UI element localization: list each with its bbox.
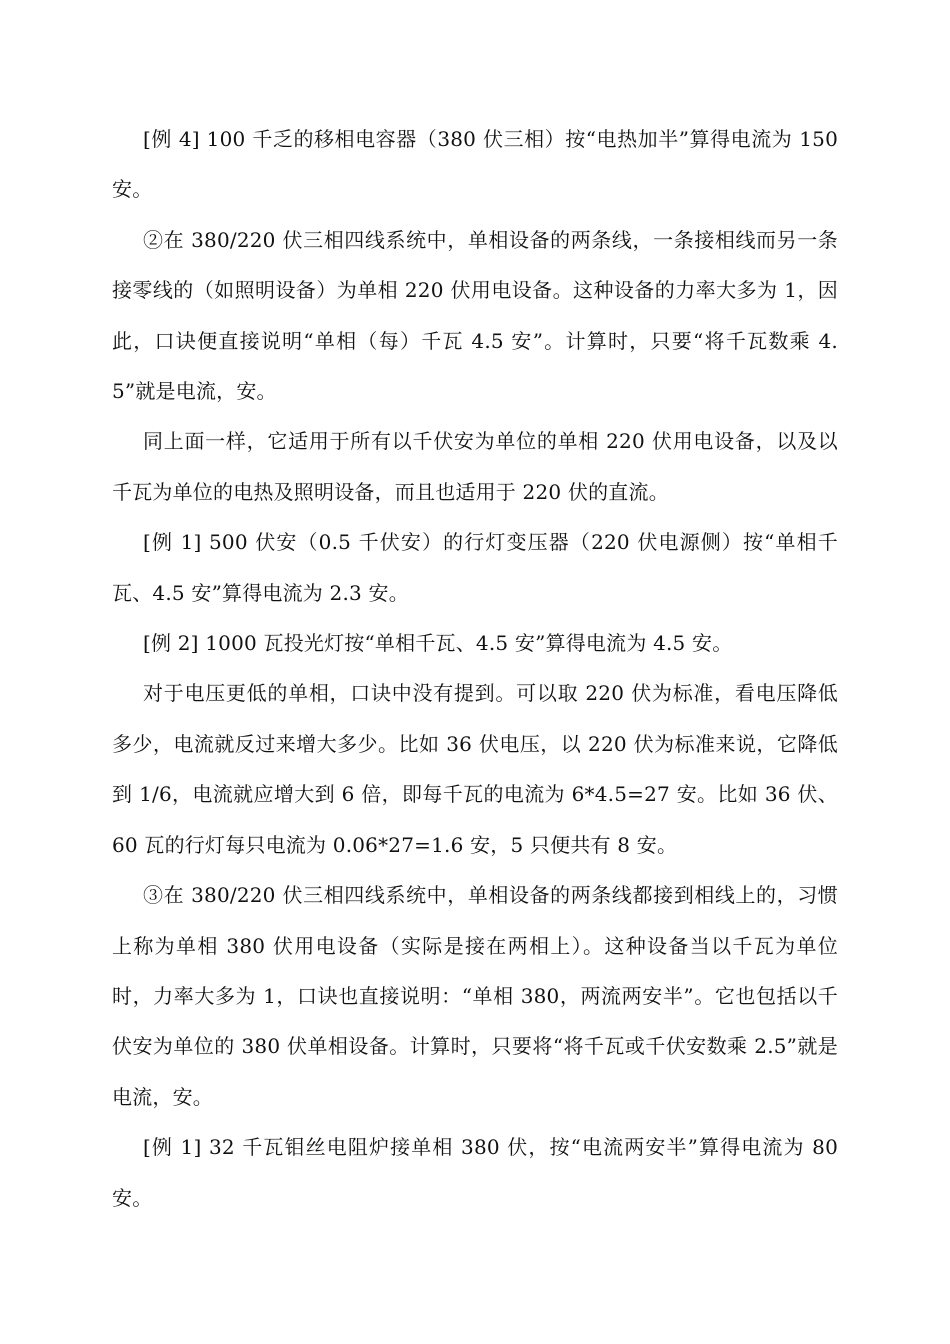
- paragraph-single-phase-220v: ②在 380/220 伏三相四线系统中，单相设备的两条线，一条接相线而另一条接零线的（如照明设备）为单相 220 伏用电设备。这种设备的力率大多为 1，因此，口诀便直接说明“单相（每）千瓦 4.5 安”。计算时，只要“将千瓦数乘 4.5”就是电流，安。: [112, 227, 838, 404]
- paragraph-single-phase-380v: ③在 380/220 伏三相四线系统中，单相设备的两条线都接到相线上的，习惯上称为单相 380 伏用电设备（实际是接在两相上）。这种设备当以千瓦为单位时，力率大多为 1，口诀也直接说明：“单相 380，两流两安半”。它也包括以千伏安为单位的 380 伏单相设备。计算时，只要将“将千瓦或千伏安数乘 2.5”就是电流，安。: [112, 883, 838, 1109]
- body-text: [112, 114, 838, 1223]
- paragraph-example-4-capacitor: [例 4] 100 千乏的移相电容器（380 伏三相）按“电热加半”算得电流为 150 安。: [112, 127, 838, 202]
- paragraph-220v-applicability: 同上面一样，它适用于所有以千伏安为单位的单相 220 伏用电设备，以及以千瓦为单位的电热及照明设备，而且也适用于 220 伏的直流。: [112, 429, 838, 504]
- paragraph-example-1-transformer: [例 1] 500 伏安（0.5 千伏安）的行灯变压器（220 伏电源侧）按“单相千瓦、4.5 安”算得电流为 2.3 安。: [112, 530, 838, 605]
- paragraph-example-2-floodlight: [例 2] 1000 瓦投光灯按“单相千瓦、4.5 安”算得电流为 4.5 安。: [143, 631, 733, 656]
- paragraph-example-1-furnace: [例 1] 32 千瓦钼丝电阻炉接单相 380 伏，按“电流两安半”算得电流为 80 安。: [112, 1135, 838, 1210]
- paragraph-lower-voltage: 对于电压更低的单相，口诀中没有提到。可以取 220 伏为标准，看电压降低多少，电流就反过来增大多少。比如 36 伏电压，以 220 伏为标准来说，它降低到 1/6，电流就应增大到 6 倍，即每千瓦的电流为 6*4.5=27 安。比如 36 伏、60 瓦的行灯每只电流为 0.06*27=1.6 安，5 只便共有 8 安。: [112, 681, 838, 857]
